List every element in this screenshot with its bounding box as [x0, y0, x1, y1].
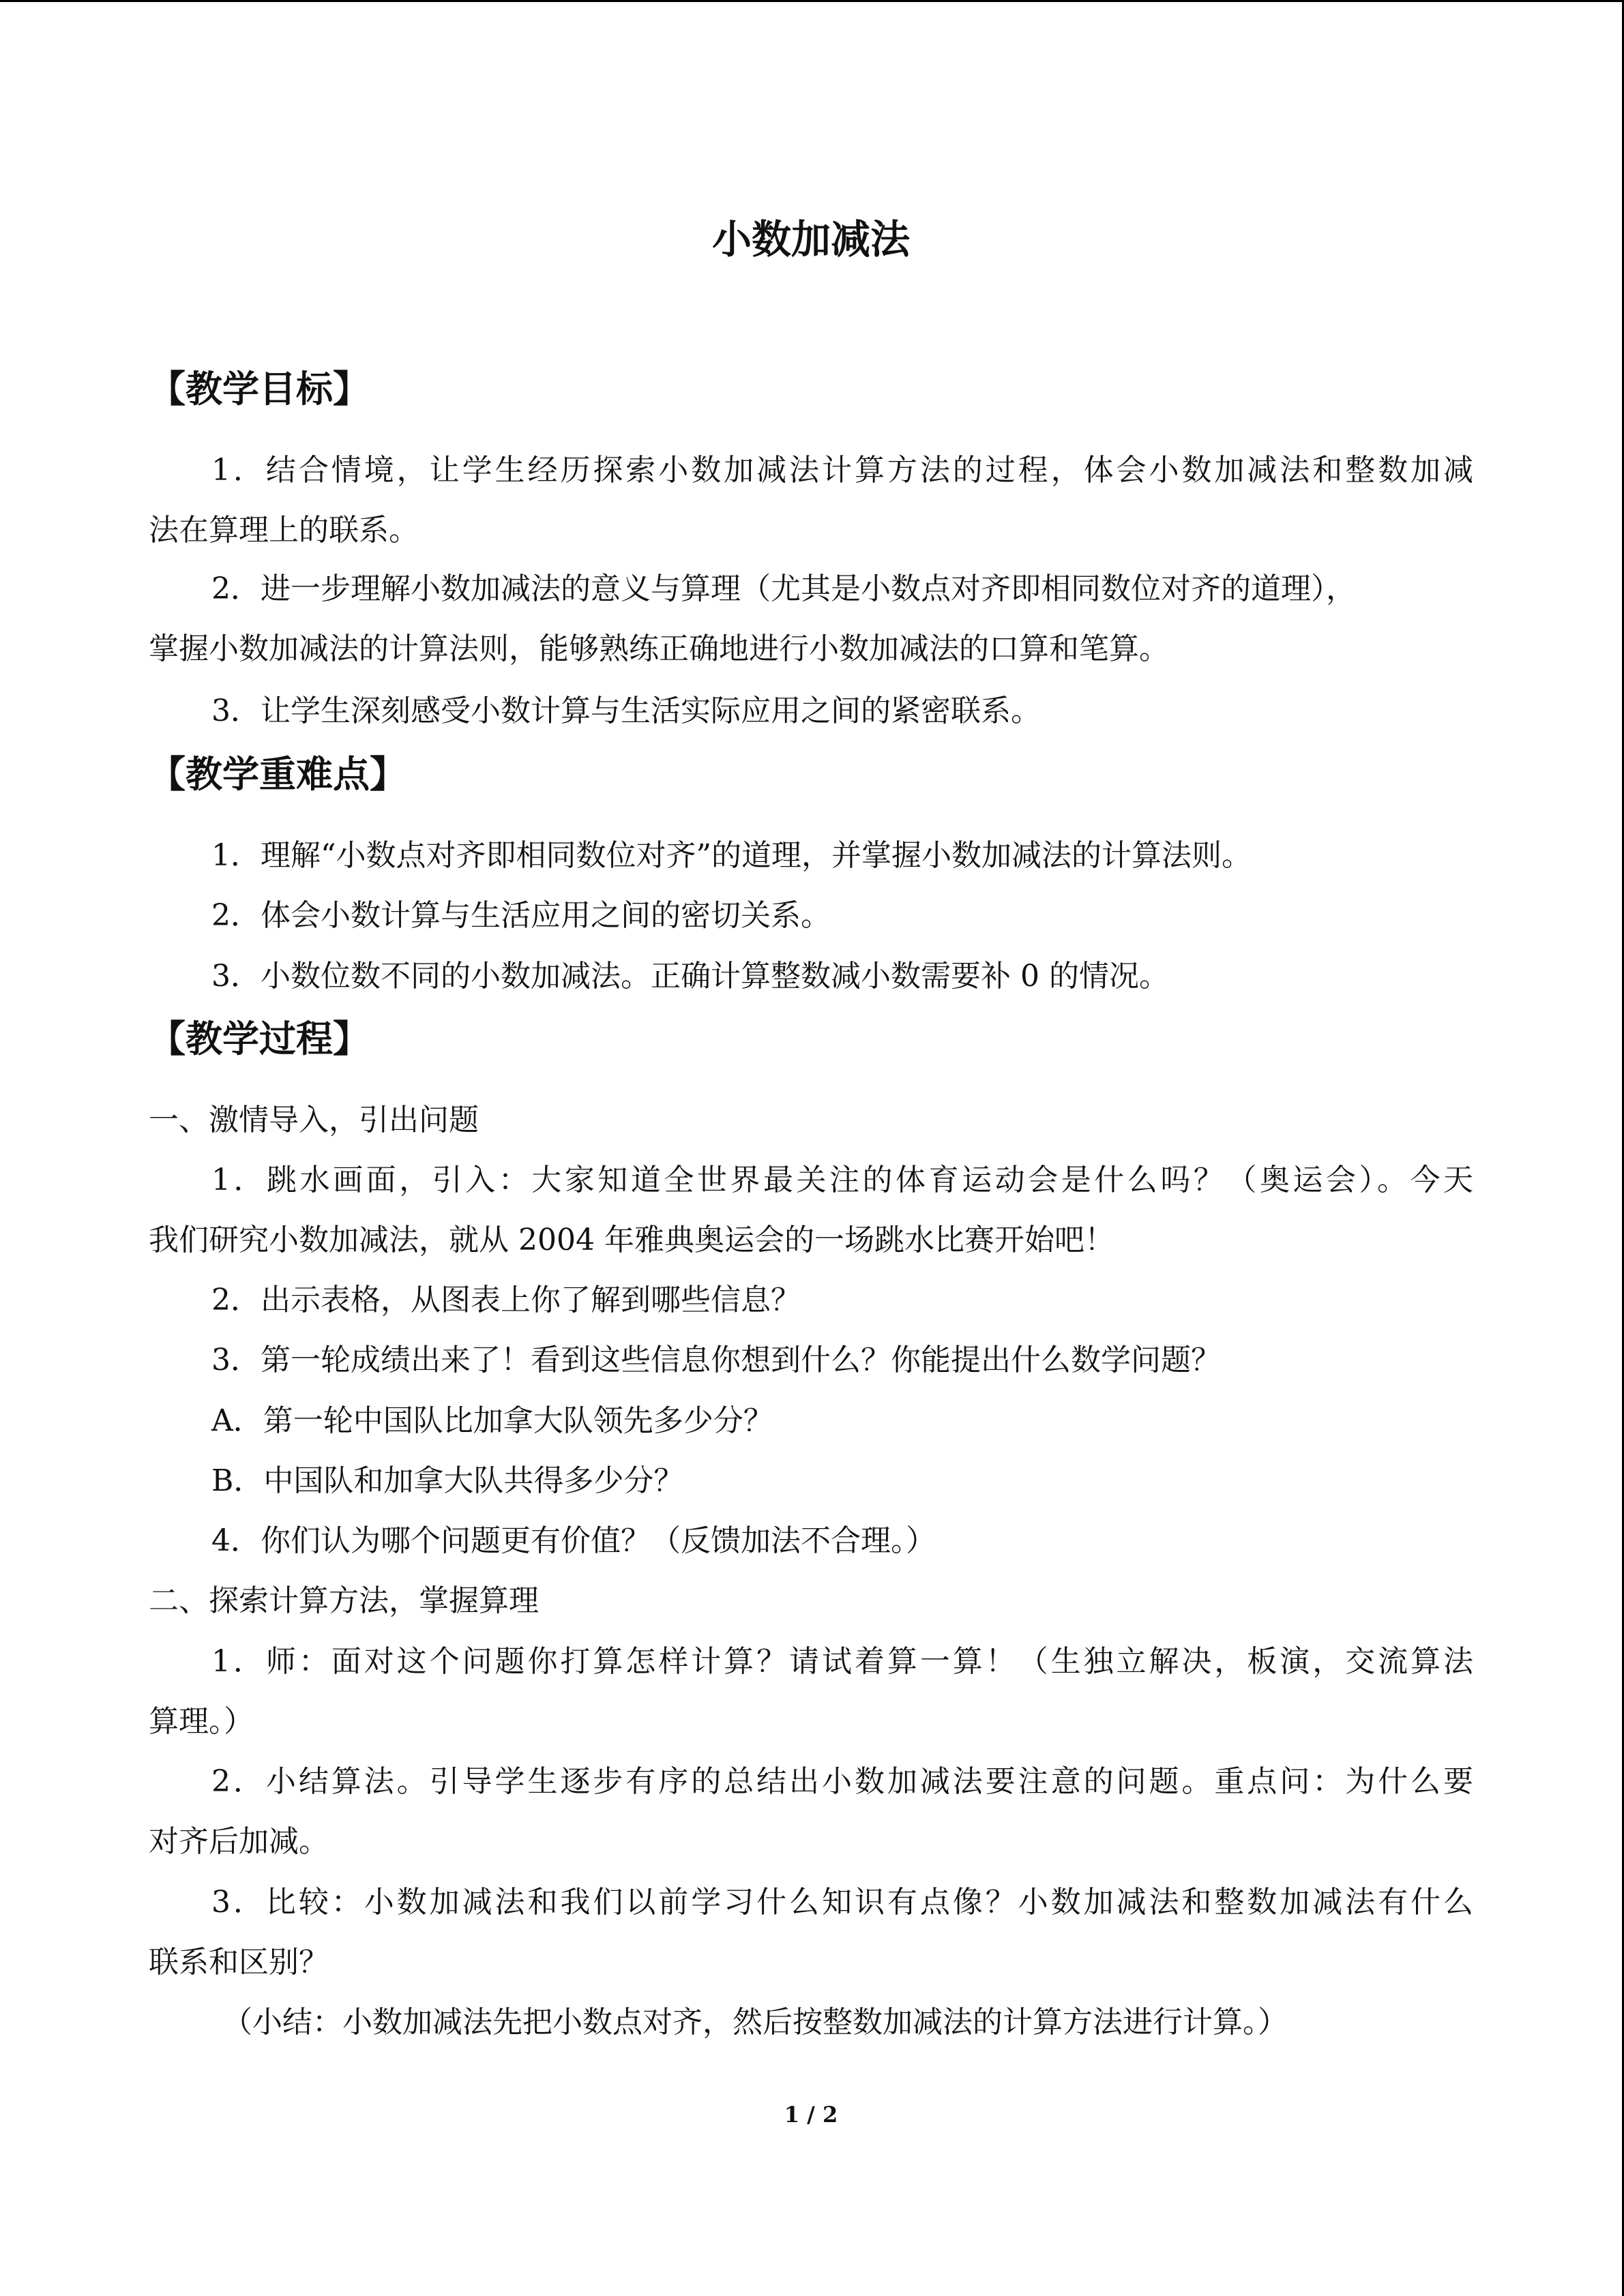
process-explore-1-line-2: 算理。） — [149, 1704, 254, 1739]
process-explore-2-line-2: 对齐后加减。 — [149, 1824, 329, 1859]
section-heading-process: 【教学过程】 — [149, 1017, 370, 1060]
goals-item-2-line-2: 掌握小数加减法的计算法则，能够熟练正确地进行小数加减法的口算和笔算。 — [149, 631, 1169, 666]
key-point-2: 2．体会小数计算与生活应用之间的密切关系。 — [211, 898, 831, 933]
process-step-4: 4．你们认为哪个问题更有价值？（反馈加法不合理。） — [211, 1523, 936, 1558]
process-step-1-line-2: 我们研究小数加减法，就从 2004 年雅典奥运会的一场跳水比赛开始吧！ — [149, 1223, 1114, 1257]
key-point-3: 3．小数位数不同的小数加减法。正确计算整数减小数需要补 0 的情况。 — [211, 959, 1169, 994]
goals-item-3: 3．让学生深刻感受小数计算与生活实际应用之间的紧密联系。 — [211, 694, 1041, 728]
process-step-3: 3．第一轮成绩出来了！看到这些信息你想到什么？你能提出什么数学问题？ — [211, 1343, 1221, 1377]
key-point-1: 1．理解“小数点对齐即相同数位对齐”的道理，并掌握小数加减法的计算法则。 — [211, 838, 1252, 873]
process-question-a: A．第一轮中国队比加拿大队领先多少分？ — [211, 1403, 773, 1438]
goals-item-2-line-1: 2．进一步理解小数加减法的意义与算理（尤其是小数点对齐即相同数位对齐的道理）， — [211, 571, 1356, 606]
process-part-1-title: 一、激情导入，引出问题 — [149, 1103, 479, 1137]
process-explore-1-line-1: 1．师：面对这个问题你打算怎样计算？请试着算一算！（生独立解决，板演，交流算法 — [211, 1644, 1473, 1679]
process-question-b: B．中国队和加拿大队共得多少分？ — [211, 1463, 684, 1498]
document-title: 小数加减法 — [711, 216, 910, 263]
process-explore-3-line-2: 联系和区别？ — [149, 1945, 329, 1980]
process-step-1-line-1: 1．跳水画面，引入：大家知道全世界最关注的体育运动会是什么吗？（奥运会）。今天 — [211, 1163, 1473, 1197]
section-heading-goals: 【教学目标】 — [149, 368, 370, 411]
page-number: 1 / 2 — [784, 2102, 838, 2128]
process-step-2: 2．出示表格，从图表上你了解到哪些信息？ — [211, 1283, 801, 1317]
process-part-2-title: 二、探索计算方法，掌握算理 — [149, 1583, 539, 1618]
process-explore-2-line-1: 2．小结算法。引导学生逐步有序的总结出小数加减法要注意的问题。重点问：为什么要 — [211, 1764, 1473, 1799]
goals-item-1-line-2: 法在算理上的联系。 — [149, 513, 419, 548]
process-summary: （小结：小数加减法先把小数点对齐，然后按整数加减法的计算方法进行计算。） — [222, 2005, 1288, 2040]
goals-item-1-line-1: 1．结合情境，让学生经历探索小数加减法计算方法的过程，体会小数加减法和整数加减 — [211, 453, 1473, 488]
section-heading-key-points: 【教学重难点】 — [149, 753, 407, 796]
process-explore-3-line-1: 3．比较：小数加减法和我们以前学习什么知识有点像？小数加减法和整数加减法有什么 — [211, 1885, 1473, 1920]
